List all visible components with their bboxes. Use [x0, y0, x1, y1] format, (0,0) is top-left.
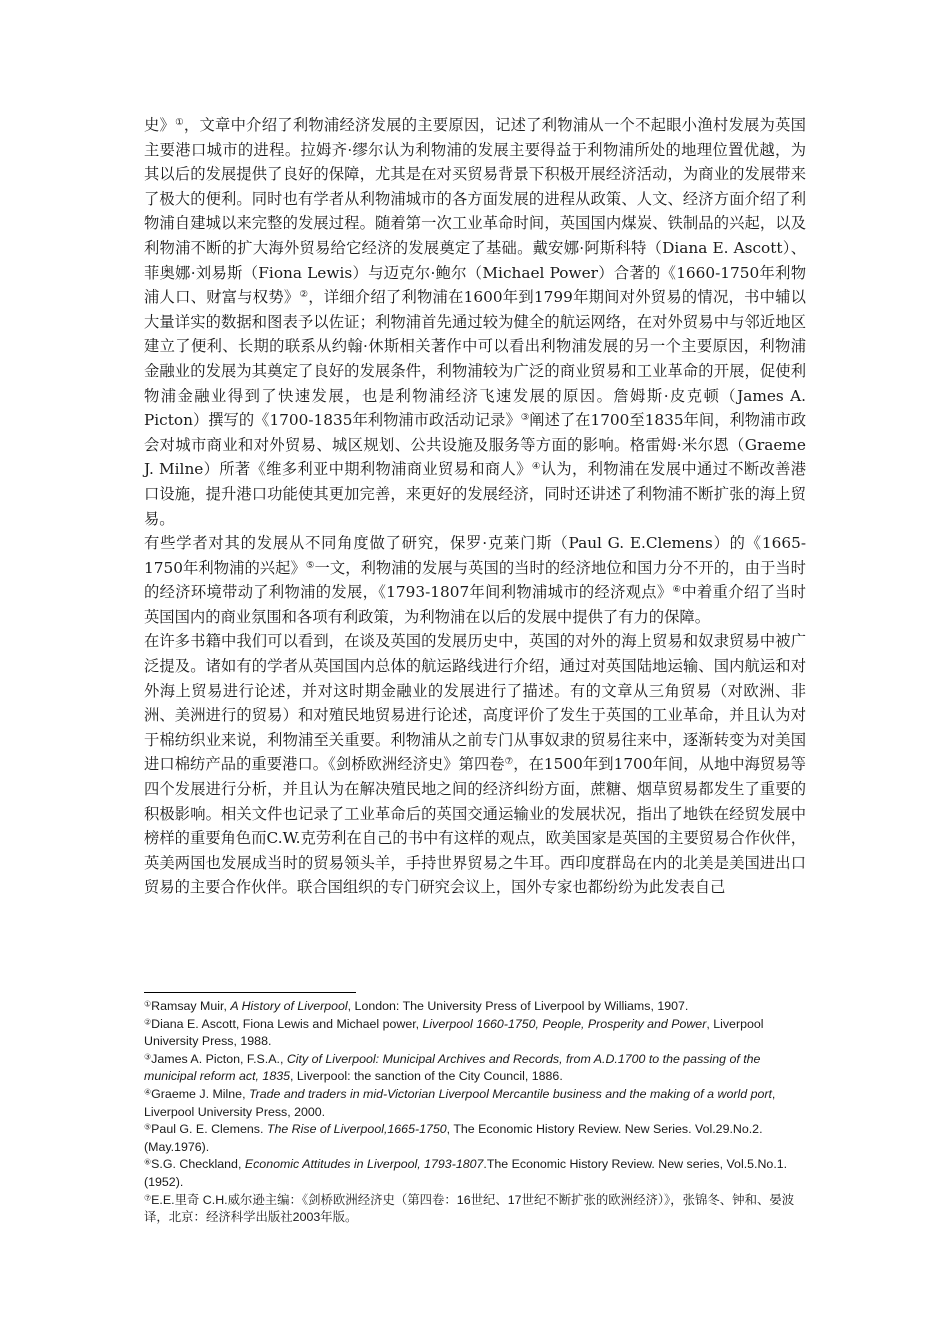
paragraph-1: 史》①，文章中介绍了利物浦经济发展的主要原因，记述了利物浦从一个不起眼小渔村发展为英国主要港口城市的进程。拉姆齐·缪尔认为利物浦的发展主要得益于利物浦所处的地理位置优越，为其以后的发展提供了良好的保障，尤其是在对买贸易背景下积极开展经济活动，为商业的发展带来了极大的便利。同时也有学者从利物浦城市的各方面发展的进程从政策、人文、经济方面介绍了利物浦自建城以来完整的发展过程。随着第一次工业革命时间，英国国内煤炭、铁制品的兴起，以及利物浦不断的扩大海外贸易给它经济的发展奠定了基础。戴安娜·阿斯科特（Diana E. Ascott）、菲奥娜·刘易斯（Fiona Lewis）与迈克尔·鲍尔（Michael Power）合著的《1660-1750年利物浦人口、财富与权势》②，详细介绍了利物浦在1600年到1799年期间对外贸易的情况，书中辅以大量详实的数据和图表予以佐证；利物浦首先通过较为健全的航运网络，在对外贸易中与邻近地区建立了便利、长期的联系从约翰·休斯相关著作中可以看出利物浦发展的另一个主要原因，利物浦金融业的发展为其奠定了良好的发展条件，利物浦较为广泛的商业贸易和工业革命的开展，促使利物浦金融业得到了快速发展，也是利物浦经济飞速发展的原因。詹姆斯·皮克顿（James A. Picton）撰写的《1700-1835年利物浦市政活动记录》③阐述了在1700至1835年间，利物浦市政会对城市商业和对外贸易、城区规划、公共设施及服务等方面的影响。格雷姆·米尔恩（Graeme J. Milne）所著《维多利亚中期利物浦商业贸易和商人》④认为，利物浦在发展中通过不断改善港口设施，提升港口功能使其更加完善，来更好的发展经济，同时还讲述了利物浦不断扩张的海上贸易。 — [144, 116, 807, 528]
footnote-publisher: , Liverpool University Press, 2000. — [144, 1086, 776, 1119]
footnote-number: ⑥ — [144, 1157, 152, 1167]
footnote-publisher: , London: The University Press of Liverpool by Williams, 1907. — [347, 999, 689, 1013]
footnotes — [144, 998, 808, 1227]
footnote-publisher: , The Economic History Review. New Series. Vol.29.No.2.(May.1976). — [144, 1122, 763, 1154]
footnote-publisher: .The Economic History Review. New series, Vol.5.No.1.(1952). — [144, 1157, 788, 1189]
body-text — [144, 113, 806, 900]
footnote-number: ⑤ — [144, 1122, 152, 1132]
footnote-reference: ⑦ — [504, 756, 514, 768]
footnote-author: S.G. Checkland, — [151, 1157, 245, 1172]
footnote-author: Graeme J. Milne, — [151, 1086, 249, 1101]
footnote-reference: ② — [299, 288, 309, 300]
footnote-title: The Rise of Liverpool,1665-1750 — [266, 1122, 447, 1137]
footnote-publisher: , Liverpool: the sanction of the City Council, 1886. — [290, 1069, 563, 1084]
footnote-reference: ④ — [531, 461, 541, 473]
footnote-title: City of Liverpool: Municipal Archives and Records, from A.D.1700 to the passing of the municipal reform act, 1835 — [144, 1051, 761, 1084]
footnote-title: Trade and traders in mid-Victorian Liverpool Mercantile business and the making of a world port — [248, 1086, 772, 1101]
footnote-number: ⑦ — [144, 1192, 152, 1202]
footnote-separator — [144, 992, 356, 993]
footnote-2 — [144, 1016, 808, 1051]
footnote-reference: ⑤ — [305, 559, 315, 571]
footnote-7 — [144, 1192, 808, 1227]
footnote-5 — [144, 1121, 808, 1156]
footnote-author: Paul G. E. Clemens. — [151, 1122, 267, 1137]
paragraph-2: 有些学者对其的发展从不同角度做了研究，保罗·克莱门斯（Paul G. E.Clemens）的《1665-1750年利物浦的兴起》⑤一文，利物浦的发展与英国的当时的经济地位和国力分不开的，由于当时的经济环境带动了利物浦的发展，《1793-1807年间利物浦城市的经济观点》⑥中着重介绍了当时英国国内的商业氛围和各项有利政策，为利物浦在以后的发展中提供了有力的保障。 — [144, 534, 806, 626]
footnote-title: Liverpool 1660-1750, People, Prosperity and Power — [422, 1016, 707, 1031]
footnote-reference: ① — [175, 116, 184, 128]
footnote-author: Ramsay Muir, — [151, 999, 231, 1013]
footnote-author: Diana E. Ascott, Fiona Lewis and Michael power, — [151, 1016, 423, 1031]
footnote-title: Economic Attitudes in Liverpool, 1793-1807 — [244, 1157, 484, 1172]
footnote-number: ③ — [144, 1052, 152, 1062]
footnote-reference: ⑥ — [672, 584, 682, 596]
footnote-number: ② — [144, 1017, 152, 1026]
footnote-publisher: , Liverpool University Press, 1988. — [144, 1016, 764, 1049]
footnote-author: James A. Picton, F.S.A., — [151, 1051, 287, 1066]
footnote-3 — [144, 1051, 808, 1086]
paragraph-3: 在许多书籍中我们可以看到，在谈及英国的发展历史中，英国的对外的海上贸易和奴隶贸易中被广泛提及。诸如有的学者从英国国内总体的航运路线进行介绍，通过对英国陆地运输、国内航运和对外海上贸易进行论述，并对这时期金融业的发展进行了描述。有的文章从三角贸易（对欧洲、非洲、美洲进行的贸易）和对殖民地贸易进行论述，高度评价了发生于英国的工业革命，并且认为对于棉纺织业来说，利物浦至关重要。利物浦从之前专门从事奴隶的贸易往来中，逐渐转变为对美国进口棉纺产品的重要港口。《剑桥欧洲经济史》第四卷⑦，在1500年到1700年间，从地中海贸易等四个发展进行分析，并且认为在解决殖民地之间的经济纠纷方面，蔗糖、烟草贸易都发生了重要的积极影响。相关文件也记录了工业革命后的英国交通运输业的发展状况，指出了地铁在经贸发展中榜样的重要角色而C.W.克劳利在自己的书中有这样的观点，欧美国家是英国的主要贸易合作伙伴，英美两国也发展成当时的贸易领头羊，手持世界贸易之牛耳。西印度群岛在内的北美是美国进出口贸易的主要合作伙伴。联合国组织的专门研究会议上，国外专家也都纷纷为此发表自己 — [144, 632, 806, 897]
footnote-text: E.E.里奇 C.H.威尔逊主编：《剑桥欧洲经济史（第四卷：16世纪、17世纪不断扩张的欧洲经济）》，张锦冬、钟和、晏波译，北京：经济科学出版社2003年版。 — [144, 1192, 795, 1225]
footnote-number: ① — [144, 999, 152, 1009]
footnote-reference: ③ — [520, 411, 530, 423]
footnote-6 — [144, 1156, 808, 1191]
footnote-title: A History of Liverpool — [230, 999, 348, 1013]
footnote-1 — [144, 998, 808, 1016]
footnote-4 — [144, 1086, 808, 1121]
footnote-number: ④ — [144, 1087, 152, 1097]
